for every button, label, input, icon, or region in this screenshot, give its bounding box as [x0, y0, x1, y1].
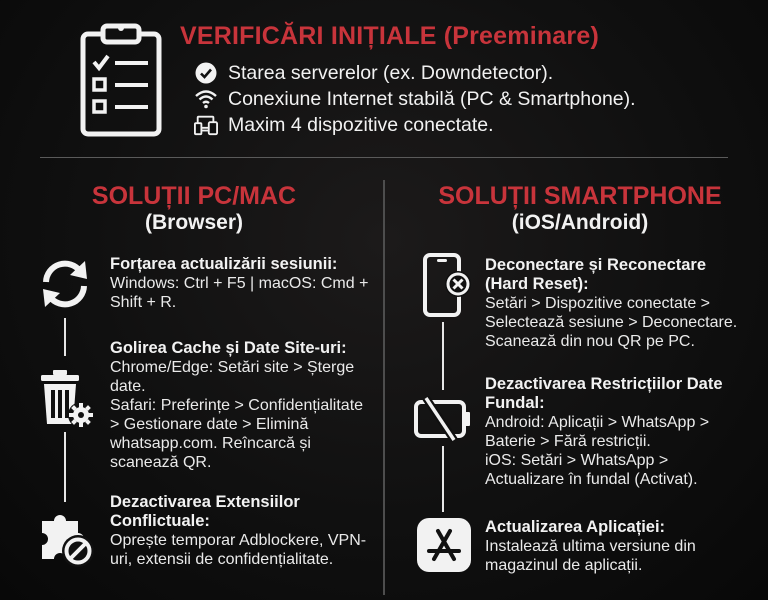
devices-icon — [194, 113, 218, 137]
puzzle-blocked-icon — [38, 507, 96, 574]
item-text: Setări > Dispozitive conectate > Selectează sesiune > Deconectare. Scanează din nou QR pe PC. — [485, 295, 738, 350]
refresh-arrows-icon — [36, 255, 94, 318]
phone-section-subtitle: (iOS/Android) — [511, 211, 649, 234]
battery-off-icon — [412, 396, 474, 447]
item-title: Actualizarea Aplicației: — [485, 518, 666, 536]
trash-gear-icon — [38, 368, 96, 435]
connector-line — [442, 446, 444, 512]
item-title: Dezactivarea Restricțiilor Date Fundal: — [485, 375, 723, 412]
item-title: Golirea Cache și Date Site-uri: — [110, 339, 347, 357]
phone-solution-item — [485, 256, 745, 351]
connector-line — [64, 432, 66, 502]
phone-section-title: SOLUȚII SMARTPHONE — [438, 182, 722, 210]
connector-line — [442, 322, 444, 390]
phone-x-icon — [420, 253, 474, 324]
pc-solution-item — [110, 493, 372, 569]
connector-line — [64, 318, 66, 356]
item-title: Deconectare și Reconectare (Hard Reset): — [485, 256, 707, 293]
item-text: Oprește temporar Adblockere, VPN-uri, extensii de confidențialitate. — [110, 532, 367, 568]
item-text: Windows: Ctrl + F5 | macOS: Cmd + Shift + R. — [110, 275, 369, 311]
check-circle-icon — [194, 61, 218, 85]
check-item — [194, 60, 553, 86]
phone-solution-item — [485, 375, 745, 489]
header-divider — [40, 157, 728, 158]
phone-solution-item — [485, 518, 745, 575]
item-text: Android: Aplicații > WhatsApp > Baterie > Fără restricții. iOS: Setări > WhatsApp > Actualizare în fundal (Activat). — [485, 414, 710, 488]
check-text: Conexiune Internet stabilă (PC & Smartphone). — [228, 87, 636, 110]
checks-title: VERIFICĂRI INIȚIALE (Preeminare) — [180, 22, 599, 50]
item-text: Chrome/Edge: Setări site > Șterge date. Safari: Preferințe > Confidențialitate > Gestionare date > Elimină whatsapp.com. Reîncarcă și scanează QR. — [110, 359, 364, 471]
app-store-icon — [416, 517, 472, 578]
column-divider — [383, 180, 385, 595]
pc-section-title: SOLUȚII PC/MAC — [91, 182, 297, 210]
check-text: Starea serverelor (ex. Downdetector). — [228, 61, 554, 84]
pc-solution-item — [110, 339, 372, 472]
check-text: Maxim 4 dispozitive conectate. — [228, 113, 494, 136]
item-text: Instalează ultima versiune din magazinul de aplicații. — [485, 538, 696, 574]
clipboard-checklist-icon — [78, 20, 164, 138]
wifi-icon — [194, 87, 218, 111]
pc-section-subtitle: (Browser) — [144, 211, 244, 234]
item-title: Forțarea actualizării sesiunii: — [110, 255, 338, 273]
check-item — [194, 86, 636, 112]
pc-solution-item — [110, 255, 372, 312]
check-item — [194, 112, 494, 138]
item-title: Dezactivarea Extensiilor Conflictuale: — [110, 493, 300, 530]
